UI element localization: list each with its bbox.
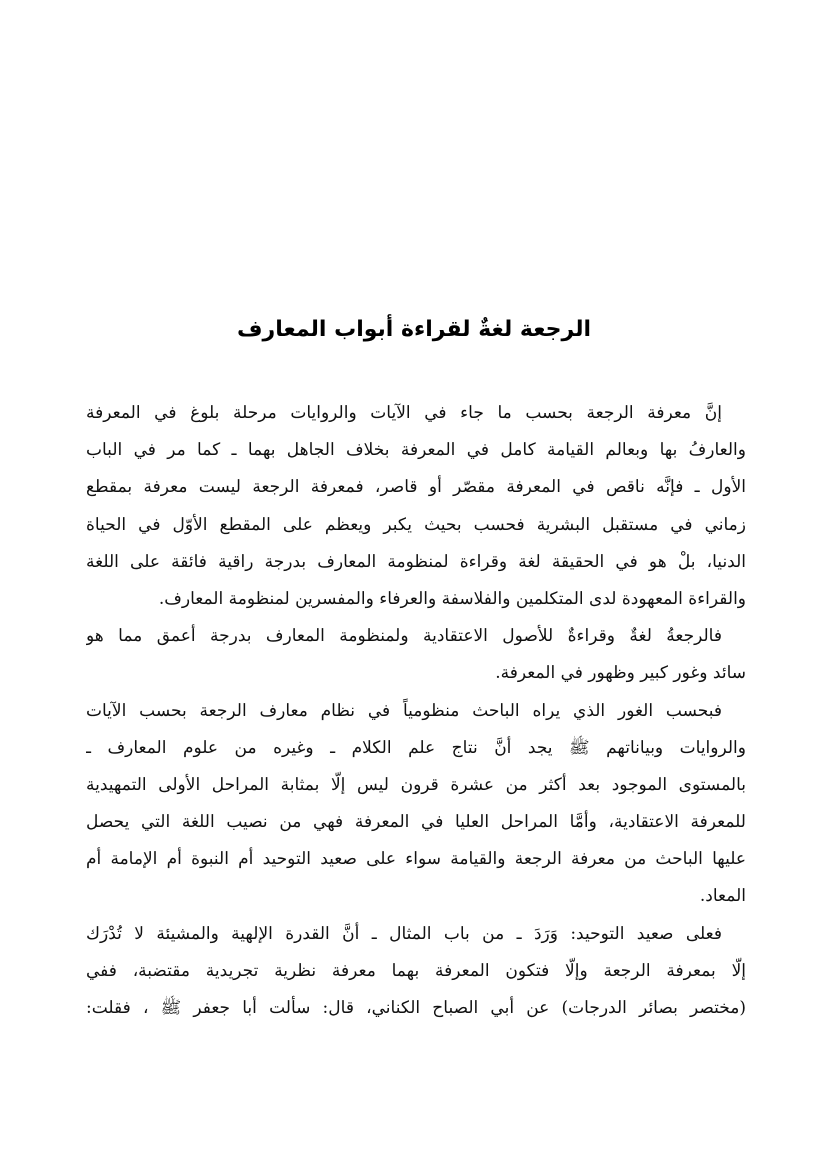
text-line: عليها الباحث من معرفة الرجعة والقيامة سواء على صعيد التوحيد أم النبوة أم الإمامة أم: [86, 849, 746, 870]
text-line: المعاد.: [699, 886, 746, 907]
text-line: زماني في مستقبل البشرية فحسب بحيث يكبر ويعظم على المقطع الأوّل في الحياة: [86, 514, 746, 535]
text-line: (مختصر بصائر الدرجات) عن أبي الصباح الكناني، قال: سألت أبا جعفر ﷺ ، فقلت:: [86, 998, 746, 1018]
text-line: والقراءة المعهودة لدى المتكلمين والفلاسفة والعرفاء والمفسرين لمنظومة المعارف.: [158, 588, 746, 609]
text-line: فبحسب الغور الذي يراه الباحث منظومياً في نظام معارف الرجعة بحسب الآيات: [86, 700, 722, 721]
text-line: فعلى صعيد التوحيد: وَرَدَ ـ من باب المثال ـ أنَّ القدرة الإلهية والمشيئة لا تُدْرَك: [86, 923, 722, 944]
page-title: الرجعة لغةٌ لقراءة أبواب المعارف: [236, 317, 591, 342]
text-line: للمعرفة الاعتقادية، وأمَّا المراحل العليا في المعرفة فهي من نصيب اللغة التي يحصل: [86, 812, 746, 833]
text-line: إلّا بمعرفة الرجعة وإلّا فتكون المعرفة بهما معرفة نظرية تجريدية مقتضبة، ففي: [86, 960, 746, 981]
text-line: سائد وغور كبير وظهور في المعرفة.: [495, 663, 746, 684]
text-line: الأول ـ فإنَّه ناقص في المعرفة مقصّر أو قاصر، فمعرفة الرجعة ليست معرفة بمقطع: [86, 477, 746, 498]
text-line: فالرجعةُ لغةٌ وقراءةٌ للأصول الاعتقادية ولمنظومة المعارف بدرجة أعمق مما هو: [86, 626, 722, 647]
text-line: والعارفُ بها وبعالم القيامة كامل في المعرفة بخلاف الجاهل بهما ـ كما مر في الباب: [86, 440, 746, 461]
text-line: إنَّ معرفة الرجعة بحسب ما جاء في الآيات والروايات مرحلة بلوغ في المعرفة: [86, 403, 722, 423]
text-line: بالمستوى الموجود بعد أكثر من عشرة قرون ليس إلّا بمثابة المراحل الأولى التمهيدية: [86, 774, 746, 795]
text-line: الدنيا، بلْ هو في الحقيقة لغة وقراءة لمنظومة المعارف بدرجة راقية فائقة على اللغة: [86, 551, 746, 572]
text-line: والروايات وبياناتهم ﷺ يجد أنَّ نتاج علم الكلام ـ وغيره من علوم المعارف ـ: [86, 737, 746, 758]
body-text: [86, 395, 746, 1027]
